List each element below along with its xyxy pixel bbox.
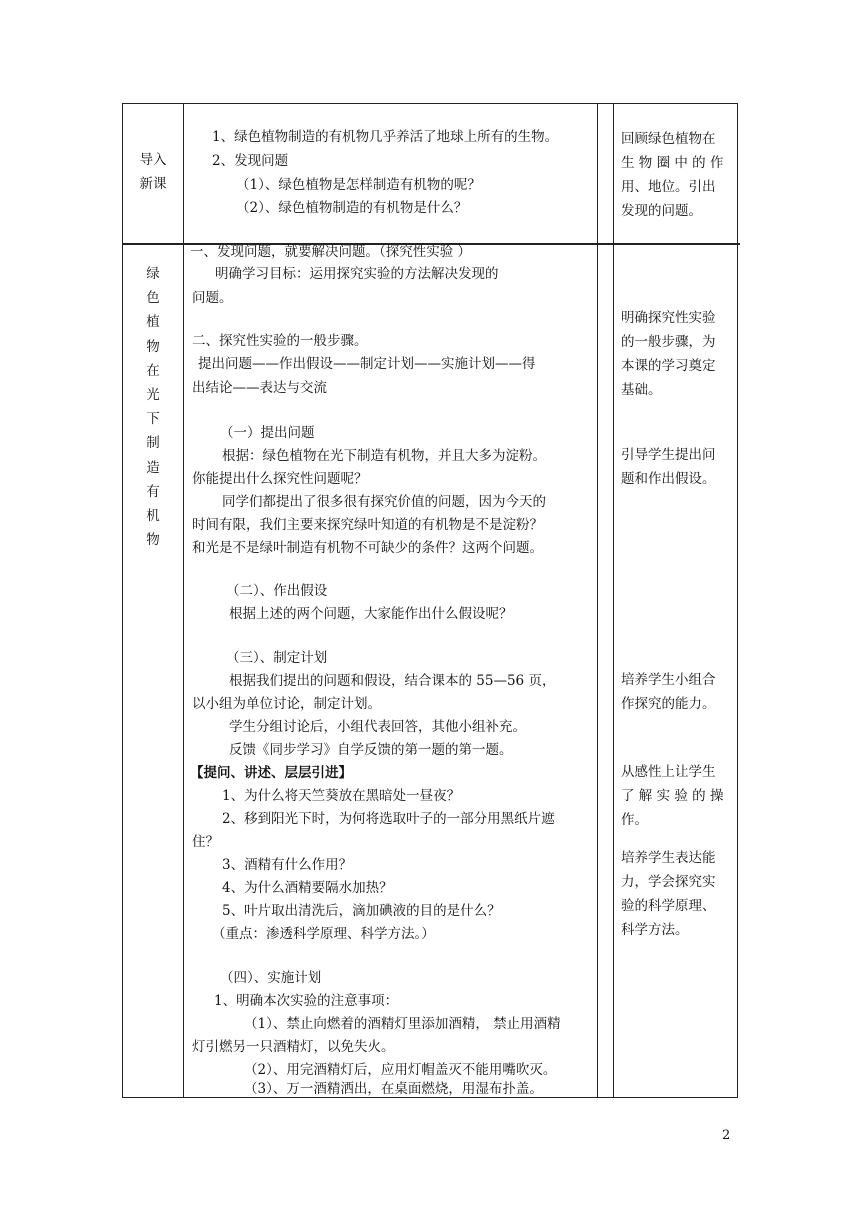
note-line: 作探究的能力。 (621, 696, 716, 712)
content-line: 反馈《同步学习》自学反馈的第一题的第一题。 (229, 742, 513, 758)
note-line: 发现的问题。 (621, 203, 702, 219)
note-line: 科学方法。 (621, 922, 689, 938)
row2-label-char: 色 (146, 290, 160, 307)
content-line: 根据上述的两个问题，大家能作出什么假设呢？ (229, 606, 513, 622)
note-line: 培养学生小组合 (621, 672, 716, 688)
col-divider-1 (183, 103, 184, 1098)
note-line: 从感性上让学生 (621, 764, 716, 780)
note-block (621, 306, 733, 402)
row2-label-char: 制 (146, 435, 160, 452)
row2-label-char: 机 (146, 508, 160, 525)
content-line: 2、发现问题 (212, 153, 289, 169)
table-right-border (737, 103, 738, 1098)
note-line: 培养学生表达能 (621, 850, 716, 866)
note-line: 的一般步骤，为 (621, 334, 716, 350)
col-divider-3 (613, 103, 614, 1098)
note-line: 生 物 圈 中 的 作 (621, 155, 724, 171)
page-number: 2 (722, 1128, 731, 1143)
content-line: 出结论——表达与交流 (192, 380, 327, 396)
content-line: 时间有限，我们主要来探究绿叶知道的有机物是不是淀粉？ (192, 517, 543, 533)
row2-label-char: 绿 (146, 266, 160, 282)
content-line: 和光是不是绿叶制造有机物不可缺少的条件？这两个问题。 (192, 540, 543, 556)
note-line: 作。 (621, 812, 648, 828)
table-left-border (122, 103, 123, 1098)
content-line: （四）、实施计划 (220, 970, 322, 986)
content-line: （重点：渗透科学原理、科学方法。） (212, 926, 435, 942)
content-line: （二）、作出假设 (226, 583, 328, 599)
note-block (621, 668, 733, 716)
content-line: （2）、用完酒精灯后，应用灯帽盖灭不能用嘴吹灭。 (244, 1062, 557, 1078)
content-line: 根据我们提出的问题和假设，结合课本的 55—56 页， (229, 673, 556, 689)
content-line: 学生分组讨论后，小组代表回答，其他小组补充。 (229, 719, 526, 735)
content-line: 同学们都提出了很多很有探究价值的问题，因为今天的 (222, 494, 546, 510)
row2-label-char: 在 (146, 362, 160, 379)
content-line: 5、叶片取出清洗后，滴加碘液的目的是什么？ (222, 903, 501, 919)
content-line: （三）、制定计划 (226, 650, 328, 666)
row2-label-char: 有 (146, 483, 160, 500)
content-line: 住？ (192, 834, 219, 850)
note-line: 基础。 (621, 382, 662, 398)
content-line: （2）、绿色植物制造的有机物是什么？ (236, 200, 468, 216)
note-line: 用、地位。引出 (621, 179, 716, 195)
content-line: 问题。 (192, 290, 233, 306)
content-line: 灯引燃另一只酒精灯，以免失火。 (192, 1039, 395, 1055)
note-line: 引导学生提出问 (621, 447, 716, 463)
content-line: 1、为什么将天竺葵放在黑暗处一昼夜？ (222, 788, 461, 804)
row2-label (123, 262, 183, 552)
note-block (621, 760, 733, 832)
note-line: 明确探究性实验 (621, 310, 716, 326)
note-line: 题和作出假设。 (621, 471, 716, 487)
table-top-border (122, 103, 738, 104)
row2-label-char: 造 (146, 459, 160, 476)
content-line: 1、绿色植物制造的有机物几乎养活了地球上所有的生物。 (212, 129, 559, 145)
note-line: 本课的学习奠定 (621, 358, 716, 374)
row1-note (621, 127, 733, 223)
row1-label-line: 导入 (139, 152, 167, 168)
note-line: 了 解 实 验 的 操 (621, 788, 724, 804)
content-line: 4、为什么酒精要隔水加热？ (222, 880, 393, 896)
content-line: 你能提出什么探究性问题呢？ (192, 471, 368, 487)
row2-label-char: 物 (146, 532, 160, 549)
row1-label (123, 148, 183, 196)
note-line: 力，学会探究实 (621, 874, 716, 890)
note-line: 回顾绿色植物在 (621, 131, 716, 147)
row2-label-char: 物 (146, 338, 160, 355)
note-block (621, 443, 733, 491)
content-line: （3）、万一酒精洒出，在桌面燃烧，用湿布扑盖。 (244, 1081, 543, 1097)
content-line: 提出问题——作出假设——制定计划——实施计划——得 (198, 356, 536, 372)
content-line: （1）、禁止向燃着的酒精灯里添加酒精， 禁止用酒精 (244, 1016, 561, 1032)
content-line: 2、移到阳光下时，为何将选取叶子的一部分用黑纸片遮 (222, 811, 555, 827)
content-line: 明确学习目标：运用探究实验的方法解决发现的 (215, 266, 499, 282)
content-line: 1、明确本次实验的注意事项： (214, 993, 399, 1009)
content-line: 以小组为单位讨论，制定计划。 (192, 696, 381, 712)
note-line: 验的科学原理、 (621, 898, 716, 914)
row2-label-char: 下 (146, 411, 160, 428)
row2-label-char: 光 (146, 387, 160, 404)
content-line: 3、酒精有什么作用？ (222, 857, 353, 873)
content-line: 一、发现问题，就要解决问题。（探究性实验 ） (190, 244, 472, 260)
content-line: 二、探究性实验的一般步骤。 (192, 333, 368, 349)
col-divider-2 (597, 103, 598, 1098)
content-line: 根据：绿色植物在光下制造有机物，并且大多为淀粉。 (222, 448, 546, 464)
content-heading: 【提问、讲述、层层引进】 (190, 765, 352, 781)
content-line: （一）提出问题 (220, 425, 315, 441)
row1-label-line: 新课 (139, 176, 167, 193)
content-line: （1）、绿色植物是怎样制造有机物的呢？ (236, 177, 481, 193)
row2-label-char: 植 (146, 314, 160, 331)
note-block (621, 846, 733, 942)
